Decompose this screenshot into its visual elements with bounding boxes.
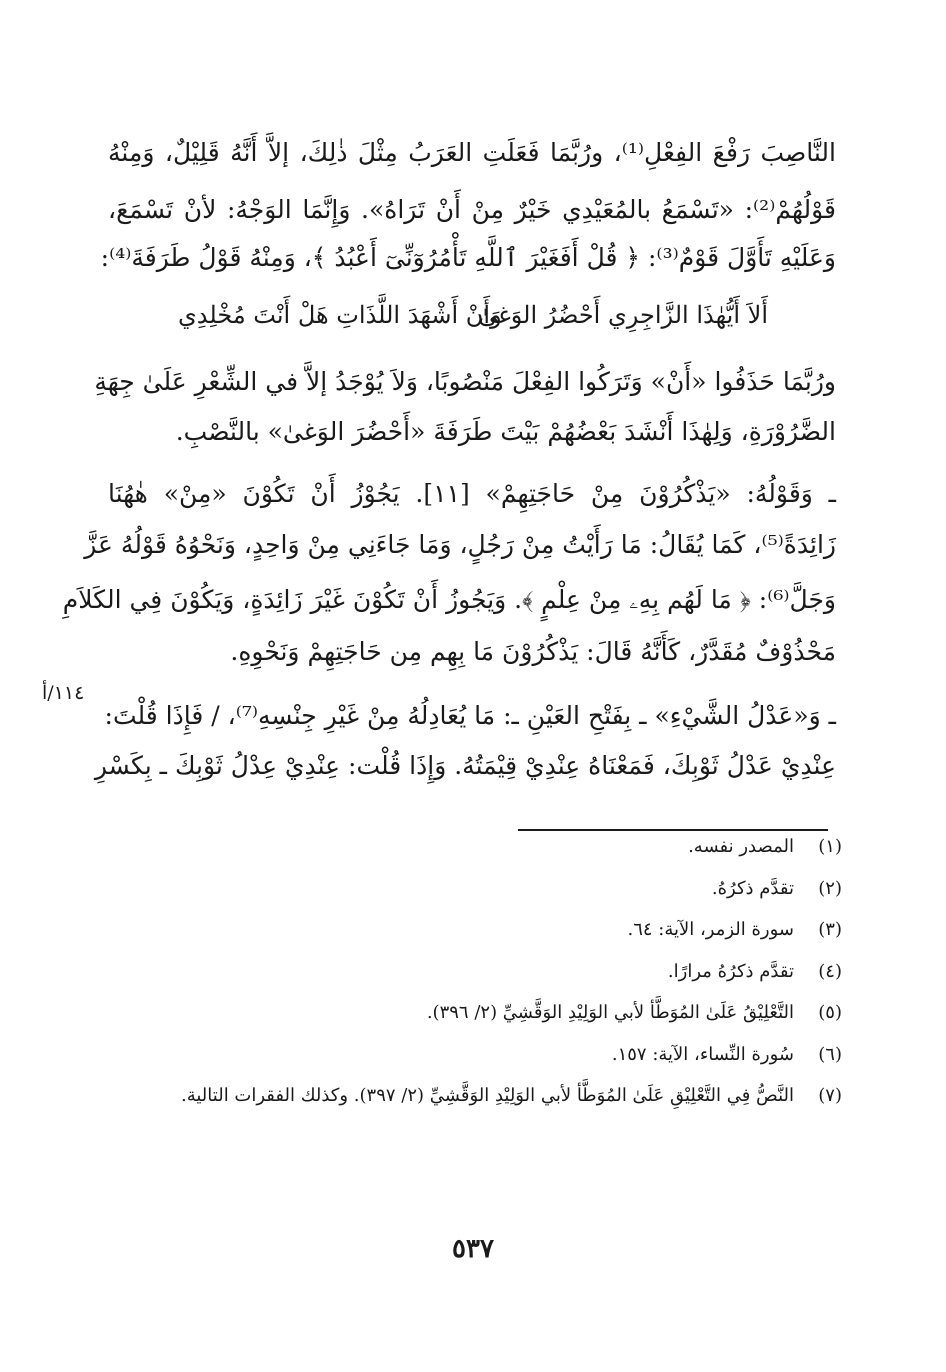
footnote-number: (١) — [818, 836, 842, 857]
text-line: النَّاصِبَ رَفْعَ الفِعْلِ⁽¹⁾، ورُبَّمَا فَعَلَتِ العَرَبُ مِثْلَ ذٰلِكَ، إلاَّ أَنَّهُ قَلِيْلٌ، وَمِنْهُ — [108, 138, 836, 167]
text-line: ـ وَقَوْلُهُ: «يَذْكُرُوْنَ مِنْ حَاجَتِهِمْ» [١١]. يَجُوْزُ أَنْ تَكُوْنَ «مِنْ» هٰهُنَا — [108, 479, 836, 508]
text-line: قَوْلُهُمْ⁽²⁾: «تَسْمَعُ بالمُعَيْدِي خَيْرٌ مِنْ أَنْ تَرَاهُ». وَإِنَّمَا الوَجْهُ: لأنْ تَسْمَعَ، — [108, 195, 836, 224]
text-line: عِنْدِيْ عَدْلُ ثَوْبِكَ، فَمَعْنَاهُ عِنْدِيْ قِيْمَتُهُ. وَإِذَا قُلْت: عِنْدِيْ عِدْلُ ثَوْبِكَ ـ بِكَسْرِ — [94, 751, 836, 780]
footnote-text: المصدر نفسه. — [688, 836, 794, 857]
footnote — [102, 868, 842, 910]
footnote-number: (٣) — [818, 919, 842, 940]
text-line: الضَّرُوْرَةِ، وَلِهٰذَا أَنْشَدَ بَعْضُهُمْ بَيْتَ طَرَفَةَ «أَحْضُرَ الوَغىٰ» بالنَّصْبِ. — [175, 417, 836, 446]
poem-second-hemistich: وَأَنْ أَشْهَدَ اللَّذَاتِ هَلْ أَنْتَ مُخْلِدِي — [178, 301, 502, 329]
footnote — [102, 992, 842, 1034]
poem-first-hemistich: أَلاَ أَيُّهٰذَا الزَّاجِرِي أَحْضُرُ الوَغىٰ — [478, 301, 768, 329]
text-line: ـ وَ«عَدْلُ الشَّيْءِ» ـ بِفَتْحِ العَيْنِ ـ: مَا يُعَادِلُهُ مِنْ غَيْرِ جِنْسِهِ⁽⁷⁾، / فَإِذَا قُلْتَ: — [104, 701, 836, 730]
text-line: وَعَلَيْهِ تَأَوَّلَ قَوْمٌ⁽³⁾: ﴿ قُلْ أَفَغَيْرَ ٱللَّهِ تَأْمُرُوٓنِّىٓ أَعْبُدُ ﴾، وَمِنْهُ قَوْلُ طَرَفَةَ⁽⁴⁾: — [100, 243, 836, 272]
folio-marginal-note: ١١٤/أ — [42, 682, 85, 704]
footnote-number: (٦) — [818, 1043, 842, 1065]
footnote — [102, 1034, 842, 1076]
footnote-text: سُورة النِّساء، الآية: ١٥٧. — [611, 1043, 794, 1065]
footnote-text: تقدَّم ذكرُهُ. — [711, 877, 794, 899]
footnote — [102, 1075, 842, 1117]
footnote-number: (٢) — [818, 877, 842, 899]
footnote — [102, 951, 842, 993]
footnote-number: (٧) — [818, 1085, 842, 1106]
footnote-text: سورة الزمر، الآية: ٦٤. — [627, 919, 794, 940]
footnotes-list — [102, 826, 842, 1117]
footnote-number: (٤) — [818, 960, 842, 982]
footnote-text: النَّصُّ فِي التَّعْلِيْقِ عَلَىٰ المُوَطَّأ لأبي الوَلِيْدِ الوَقَّشِيِّ (٢/ ٣٩٧). وكذلك الفقرات التالية. — [181, 1085, 794, 1106]
text-line: وَجَلَّ⁽⁶⁾: ﴿ مَا لَهُم بِهِۦ مِنْ عِلْمٍ ﴾. وَيَجُوزُ أَنْ تَكُوْنَ غَيْرَ زَائِدَةٍ، وَيَكُوْنَ فِي الكَلاَمِ — [62, 585, 836, 614]
poem-verse — [178, 295, 768, 335]
footnote — [102, 826, 842, 868]
text-line: مَحْذُوْفٌ مُقَدَّرٌ، كَأَنَّهُ قَالَ: يَذْكُرُوْنَ مَا بِهِم مِن حَاجَتِهِمْ وَنَحْوِهِ. — [230, 637, 836, 666]
footnote-text: التَّعْلِيْقُ عَلَىٰ المُوَطَّأ لأبي الوَلِيْدِ الوَقَّشِيِّ (٢/ ٣٩٦). — [426, 1002, 794, 1023]
page-number: ٥٣٧ — [452, 1234, 494, 1264]
footnote-text: تقدَّم ذكرُهُ مرارًا. — [667, 960, 794, 982]
footnote-number: (٥) — [818, 1002, 842, 1023]
text-line: ورُبَّمَا حَذَفُوا «أَنْ» وَتَرَكُوا الفِعْلَ مَنْصُوبًا، وَلاَ يُوْجَدُ إلاَّ في الشِّعْرِ عَلَىٰ جِهَةِ — [94, 367, 836, 396]
footnote — [102, 909, 842, 951]
text-line: زَائِدَةً⁽⁵⁾، كَمَا يُقَالُ: مَا رَأَيْتُ مِنْ رَجُلٍ، وَمَا جَاءَنِي مِنْ وَاحِدٍ، وَنَحْوُهُ قَوْلُهُ عَزَّ — [84, 530, 836, 559]
